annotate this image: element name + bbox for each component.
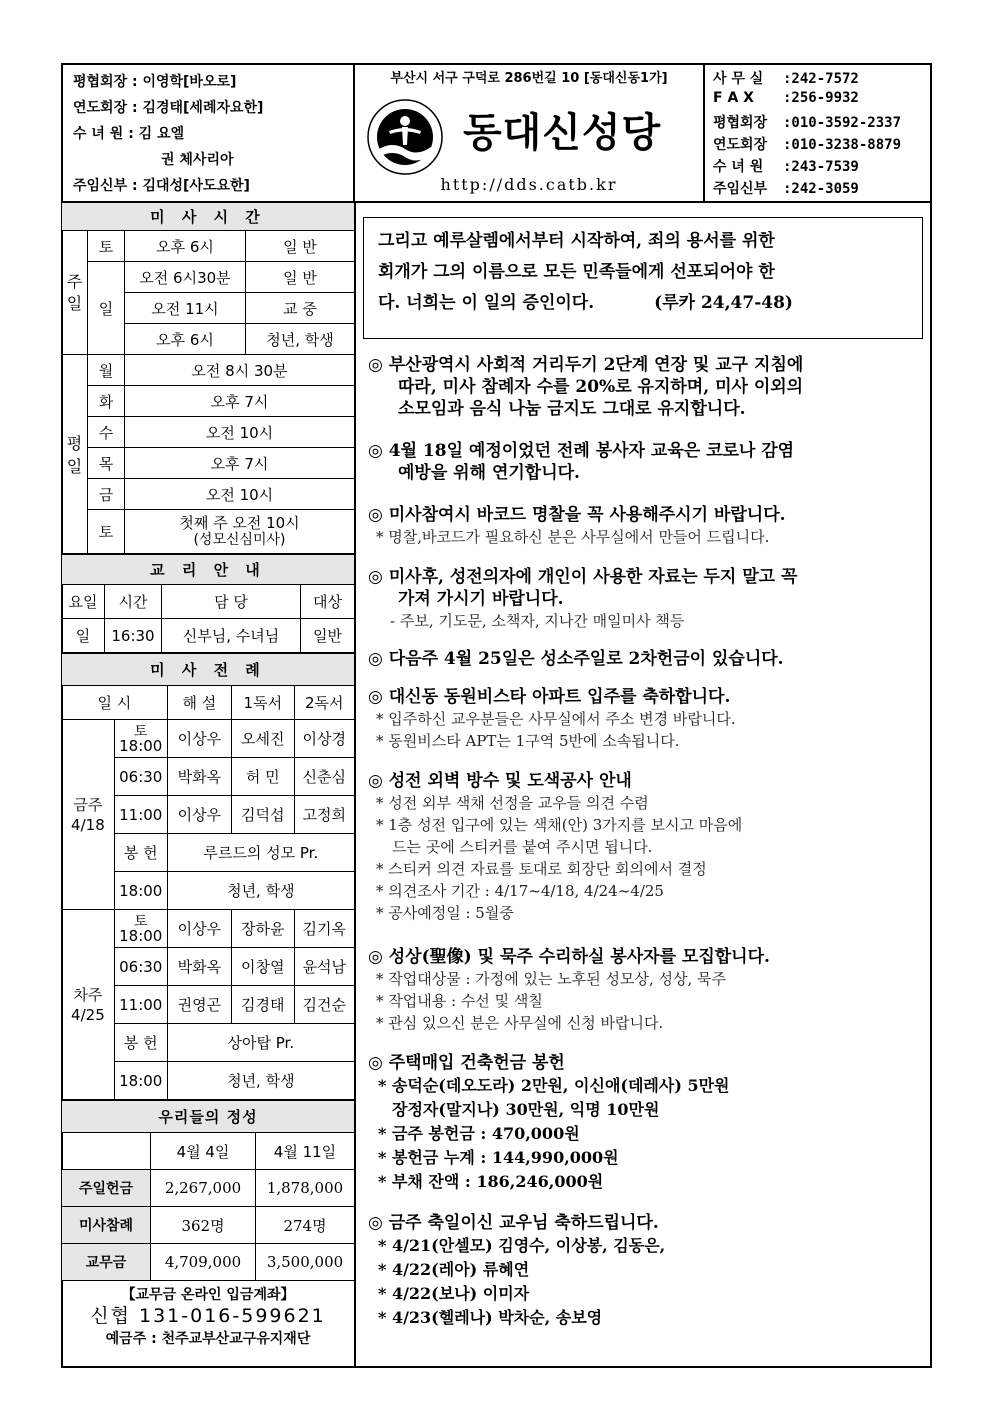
- type-cell: 일 반: [246, 231, 355, 262]
- mass-time: 06:30: [114, 758, 167, 796]
- mass-time: 11:00: [114, 986, 167, 1024]
- contact-value: :242-3059: [783, 181, 859, 197]
- week-label: 금주: [73, 795, 103, 814]
- notice-detail: * 4/23(헬레나) 박차순, 송보영: [378, 1308, 603, 1327]
- notice-detail: * 성전 외부 색채 선정을 교우들 의견 수렴: [376, 794, 649, 812]
- staff-name: 김대성[사도요한]: [142, 178, 250, 194]
- reader-1: 오세진: [232, 720, 294, 758]
- address: 부산시 서구 구덕로 286번길 10 [동대신동1가]: [390, 71, 668, 86]
- offering-value: 362명: [151, 1207, 256, 1244]
- liturgy-header: 해 설: [167, 686, 231, 720]
- day-cell: 금: [88, 479, 125, 510]
- notice-heading: 따라, 미사 참례자 수를 20%로 유지하며, 미사 이외의: [398, 377, 804, 397]
- notice-item: [368, 686, 930, 752]
- notice-heading: ◎ 미사후, 성전의자에 개인이 사용한 자료는 두지 말고 꼭: [368, 567, 798, 587]
- time-cell: 오전 8시 30분: [125, 355, 355, 386]
- catechism-header: 대상: [301, 585, 355, 619]
- offering-label: 봉 헌: [114, 1024, 167, 1062]
- day-cell: 월: [88, 355, 125, 386]
- offering-group: 루르드의 성모 Pr.: [167, 834, 354, 872]
- time-cell: 오후 6시: [125, 231, 246, 262]
- notice-heading: ◎ 부산광역시 사회적 거리두기 2단계 연장 및 교구 지침에: [368, 355, 804, 375]
- notice-item: [368, 770, 930, 924]
- contact-label: 사 무 실: [713, 71, 764, 87]
- type-cell: 일 반: [246, 262, 355, 293]
- notice-item: [368, 354, 930, 420]
- contact-label: 주임신부: [713, 181, 768, 197]
- day-cell: 화: [88, 386, 125, 417]
- offering-value: 3,500,000: [256, 1244, 355, 1281]
- commentator: 박화옥: [167, 948, 231, 986]
- notice-detail: * 4/22(레아) 류혜연: [378, 1260, 530, 1279]
- contact-label: 수 녀 원: [713, 159, 764, 175]
- notice-detail: 장정자(말지나) 30만원, 익명 10만원: [392, 1100, 660, 1119]
- time-cell: 첫째 주 오전 10시: [179, 513, 300, 532]
- notice-detail: * 금주 봉헌금 : 470,000원: [378, 1124, 580, 1143]
- reader-2: 고정희: [294, 796, 354, 834]
- catechism-header: 요일: [62, 585, 105, 619]
- offering-row-label: 미사참례: [62, 1207, 151, 1244]
- notice-detail: * 1층 성전 입구에 있는 색채(안) 3가지를 보시고 마음에: [376, 816, 743, 834]
- notice-heading: ◎ 주택매입 건축헌금 봉헌: [368, 1053, 565, 1073]
- contact-value: :010-3238-8879: [783, 137, 902, 153]
- reader-2: 김건순: [294, 986, 354, 1024]
- offerings-title: 우리들의 정성: [62, 1101, 355, 1133]
- catechism-header: 시간: [105, 585, 162, 619]
- notice-item: [368, 440, 930, 484]
- reader-2: 윤석남: [294, 948, 354, 986]
- liturgy-header: 일 시: [62, 686, 168, 720]
- commentator: 이상우: [167, 720, 231, 758]
- time-cell: 오전 11시: [125, 293, 246, 324]
- reader-2: 김기옥: [294, 910, 354, 948]
- offering-value: 1,878,000: [256, 1170, 355, 1207]
- commentator: 이상우: [167, 796, 231, 834]
- verse-line: 회개가 그의 이름으로 모든 민족들에게 선포되어야 한: [378, 262, 775, 282]
- notice-detail: * 공사예정일 : 5월중: [376, 904, 514, 922]
- saturday-mark: 토: [133, 913, 148, 930]
- reader-1: 장하윤: [232, 910, 294, 948]
- notice-item: [368, 946, 930, 1034]
- commentator: 박화옥: [167, 758, 231, 796]
- offering-group: 상아탑 Pr.: [167, 1024, 354, 1062]
- notice-heading: 예방을 위해 연기합니다.: [398, 463, 580, 483]
- contact-value: :256-9932: [783, 90, 859, 106]
- reader-1: 김경태: [232, 986, 294, 1024]
- left-column: [61, 202, 355, 1348]
- account-box: [61, 1281, 355, 1348]
- offering-row-label: 교무금: [62, 1244, 151, 1281]
- mass-time: 11:00: [114, 796, 167, 834]
- time-cell: 오후 6시: [125, 324, 246, 355]
- reader-2: 신춘심: [294, 758, 354, 796]
- day-cell: 일: [88, 262, 125, 355]
- notice-detail: * 명찰,바코드가 필요하신 분은 사무실에서 만들어 드립니다.: [376, 528, 770, 546]
- time-cell: 오전 10시: [125, 479, 355, 510]
- catechism-cell: 신부님, 수녀님: [162, 619, 301, 653]
- catechism-cell: 일: [62, 619, 105, 653]
- catechism-cell: 일반: [301, 619, 355, 653]
- day-cell: 목: [88, 448, 125, 479]
- notice-detail: * 송덕순(데오도라) 2만원, 이신애(데레사) 5만원: [378, 1076, 730, 1095]
- offering-date: 4월 4일: [151, 1133, 256, 1170]
- staff-role: 연도회장 :: [73, 100, 138, 116]
- notice-item: [368, 1052, 930, 1194]
- week-date: 4/25: [71, 1005, 105, 1024]
- offering-date: 4월 11일: [256, 1133, 355, 1170]
- website-url[interactable]: http://dds.catb.kr: [440, 175, 618, 194]
- time-cell: 오후 7시: [125, 448, 355, 479]
- staff-role: 수 녀 원 :: [73, 126, 134, 142]
- notice-detail: * 봉헌금 누계 : 144,990,000원: [378, 1148, 619, 1167]
- saturday-mark: 토: [133, 723, 148, 740]
- notice-heading: ◎ 금주 축일이신 교우님 축하드립니다.: [368, 1213, 659, 1233]
- contact-label: F A X: [713, 90, 754, 106]
- catechism-header: 담 당: [162, 585, 301, 619]
- mass-time: 18:00: [114, 872, 167, 910]
- staff-list: [61, 63, 355, 203]
- verse-line: 그리고 예루살렘에서부터 시작하여, 죄의 용서를 위한: [378, 231, 775, 251]
- account-holder: 예금주 : 천주교부산교구유지재단: [105, 1331, 311, 1347]
- offering-value: 4,709,000: [151, 1244, 256, 1281]
- verse-reference: (루카 24,47-48): [654, 293, 793, 313]
- catechism-title: 교 리 안 내: [62, 555, 355, 585]
- offerings-table: [61, 1100, 355, 1281]
- notice-item: [368, 504, 930, 548]
- notice-heading: ◎ 성상(聖像) 및 묵주 수리하실 봉사자를 모집합니다.: [368, 947, 770, 967]
- notice-detail: * 관심 있으신 분은 사무실에 신청 바랍니다.: [376, 1014, 664, 1032]
- notice-item: [368, 1212, 930, 1330]
- commentator: 이상우: [167, 910, 231, 948]
- notice-detail: * 작업대상물 : 가정에 있는 노후된 성모상, 성상, 묵주: [376, 970, 727, 988]
- sunday-label: 주일: [62, 231, 88, 355]
- type-cell: 청년, 학생: [246, 324, 355, 355]
- liturgy-table: [61, 653, 355, 1100]
- reader-2: 이상경: [294, 720, 354, 758]
- week-label: 차주: [73, 985, 103, 1004]
- mass-note: (성모신심미사): [193, 531, 286, 548]
- notice-item: [368, 566, 930, 632]
- notice-detail: * 4/21(안셀모) 김영수, 이상봉, 김동은,: [378, 1236, 666, 1255]
- notice-heading: ◎ 성전 외벽 방수 및 도색공사 안내: [368, 771, 632, 791]
- week-date: 4/18: [71, 815, 105, 834]
- staff-name: 김경태[세례자요한]: [142, 100, 264, 116]
- liturgy-header: 2독서: [294, 686, 354, 720]
- contact-value: :010-3592-2337: [783, 115, 902, 131]
- account-number: 신협 131-016-599621: [90, 1305, 326, 1327]
- notice-item: [368, 648, 930, 670]
- reader-1: 허 민: [232, 758, 294, 796]
- notice-detail: * 스티커 의견 자료를 토대로 회장단 회의에서 결정: [376, 860, 707, 878]
- staff-name: 김 요엘: [138, 126, 185, 142]
- type-cell: 교 중: [246, 293, 355, 324]
- reader-1: 김덕섭: [232, 796, 294, 834]
- youth-group: 청년, 학생: [167, 872, 354, 910]
- mass-time: 18:00: [114, 1062, 167, 1100]
- column-divider: [354, 202, 356, 1368]
- staff-name: 이영학[바오로]: [142, 74, 237, 90]
- notice-detail: * 부채 잔액 : 186,246,000원: [378, 1172, 604, 1191]
- church-name: 동대신성당: [463, 110, 662, 156]
- weekday-label: 평일: [62, 355, 88, 554]
- day-cell: 토: [88, 510, 125, 554]
- notice-heading: ◎ 대신동 동원비스타 아파트 입주를 축하합니다.: [368, 687, 731, 707]
- mass-times-table: [61, 202, 355, 554]
- offering-value: 274명: [256, 1207, 355, 1244]
- contact-value: :242-7572: [783, 71, 859, 87]
- contact-list: [705, 63, 932, 203]
- notice-detail: * 동원비스타 APT는 1구역 5반에 소속됩니다.: [376, 732, 680, 750]
- catechism-cell: 16:30: [105, 619, 162, 653]
- mass-time: 18:00: [119, 926, 163, 945]
- contact-label: 연도회장: [713, 137, 768, 153]
- contact-label: 평협회장: [713, 115, 768, 131]
- offering-value: 2,267,000: [151, 1170, 256, 1207]
- mass-time: 06:30: [114, 948, 167, 986]
- mass-time: 18:00: [119, 736, 163, 755]
- offering-row-label: 주일헌금: [62, 1170, 151, 1207]
- staff-role: 주임신부 :: [73, 178, 138, 194]
- notice-detail: * 작업내용 : 수선 및 색칠: [376, 992, 543, 1010]
- mass-times-title: 미 사 시 간: [62, 203, 355, 231]
- notice-detail: - 주보, 기도문, 소책자, 지나간 매일미사 책등: [390, 612, 685, 630]
- notice-heading: 소모임과 음식 나눔 금지도 그대로 유지합니다.: [398, 399, 746, 419]
- staff-name: 권 체사리아: [161, 152, 234, 168]
- contact-value: :243-7539: [783, 159, 859, 175]
- liturgy-header: 1독서: [232, 686, 294, 720]
- notice-detail: * 의견조사 기간 : 4/17~4/18, 4/24~4/25: [376, 882, 664, 900]
- notice-detail: 드는 곳에 스티커를 붙여 주시면 됩니다.: [392, 838, 653, 856]
- reader-1: 이창열: [232, 948, 294, 986]
- church-banner: [355, 63, 705, 203]
- time-cell: 오전 10시: [125, 417, 355, 448]
- account-title: 【교무금 온라인 입금계좌】: [121, 1287, 295, 1303]
- commentator: 권영곤: [167, 986, 231, 1024]
- catechism-table: [61, 554, 355, 653]
- church-logo: [365, 97, 445, 177]
- day-cell: 수: [88, 417, 125, 448]
- liturgy-title: 미 사 전 례: [62, 654, 355, 686]
- notice-heading: ◎ 4월 18일 예정이었던 전례 봉사자 교육은 코로나 감염: [368, 441, 795, 461]
- day-cell: 토: [88, 231, 125, 262]
- notice-detail: * 입주하신 교우분들은 사무실에서 주소 변경 바랍니다.: [376, 710, 736, 728]
- empty-cell: [62, 1133, 151, 1170]
- time-cell: 오후 7시: [125, 386, 355, 417]
- notice-detail: * 4/22(보나) 이미자: [378, 1284, 530, 1303]
- offering-label: 봉 헌: [114, 834, 167, 872]
- notice-heading: ◎ 미사참여시 바코드 명찰을 꼭 사용해주시기 바랍니다.: [368, 505, 786, 525]
- youth-group: 청년, 학생: [167, 1062, 354, 1100]
- notice-heading: 가져 가시기 바랍니다.: [398, 589, 564, 609]
- scripture-verse: [363, 217, 923, 339]
- staff-role: 평협회장 :: [73, 74, 138, 90]
- time-cell: 오전 6시30분: [125, 262, 246, 293]
- verse-line: 다. 너희는 이 일의 증인이다.: [378, 293, 595, 313]
- notice-heading: ◎ 다음주 4월 25일은 성소주일로 2차헌금이 있습니다.: [368, 649, 784, 669]
